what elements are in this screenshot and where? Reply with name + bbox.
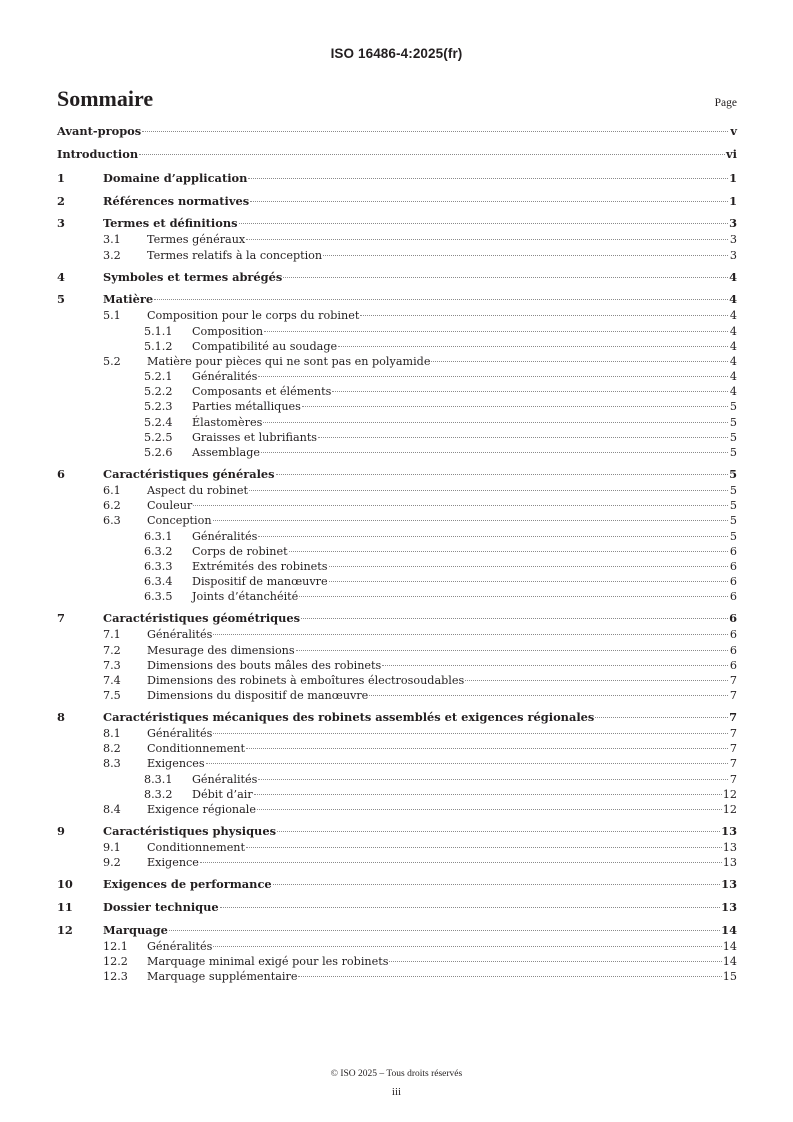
toc-entry[interactable] (57, 741, 737, 756)
toc-entry-number: 9 (57, 823, 65, 838)
toc-entry[interactable] (57, 399, 737, 414)
dot-leader (213, 520, 728, 521)
page-title: Sommaire (57, 86, 154, 111)
toc-entry-page: 14 (722, 954, 737, 968)
toc-entry-number: 8.4 (103, 803, 121, 816)
toc-entry-page: 1 (729, 193, 737, 208)
toc-entry-page: 5 (729, 499, 737, 513)
toc-entry-label: Généralités (147, 628, 213, 642)
toc-entry-label: Avant-propos (57, 124, 142, 138)
toc-entry-page: 6 (729, 643, 737, 657)
toc-entry-label: Généralités (192, 529, 258, 543)
toc-entry-page: 13 (721, 877, 737, 892)
toc-entry-label: Caractéristiques géométriques (103, 611, 301, 626)
dot-leader (220, 907, 720, 908)
toc-entry-number: 6.3.5 (144, 590, 173, 604)
toc-entry-label: Conception (147, 514, 212, 528)
toc-entry[interactable] (57, 445, 737, 460)
toc-entry-number: 4 (57, 269, 65, 284)
toc-entry-page: 6 (729, 628, 737, 642)
copyright-footer: © ISO 2025 – Tous droits réservés (330, 1069, 463, 1079)
toc-entry-page: 4 (729, 292, 737, 307)
dot-leader (154, 299, 728, 300)
toc-entry-label: Composants et éléments (192, 385, 332, 399)
toc-entry-page: 4 (729, 354, 737, 368)
toc-entry[interactable] (57, 969, 737, 984)
toc-entry-page: 7 (729, 772, 737, 786)
dot-leader (273, 884, 721, 885)
toc-entry[interactable] (57, 658, 737, 673)
toc-entry-page: 6 (729, 611, 737, 626)
toc-entry-number: 6.3 (103, 514, 121, 528)
toc-entry-label: Dimensions des bouts mâles des robinets (147, 658, 382, 672)
dot-leader (169, 930, 720, 931)
toc-entry-label: Matière (103, 292, 154, 307)
toc-entry-number: 12 (57, 922, 73, 937)
toc-entry-page: 7 (729, 710, 737, 725)
dot-leader (264, 331, 728, 332)
dot-leader (200, 862, 722, 863)
toc-entry-page: 3 (729, 233, 737, 247)
toc-entry-label: Exigences (147, 757, 205, 771)
toc-entry[interactable] (57, 513, 737, 528)
toc-entry-page: 13 (722, 840, 737, 854)
toc-entry-page: 5 (729, 415, 737, 429)
toc-entry[interactable] (57, 544, 737, 559)
dot-leader (246, 847, 722, 848)
dot-leader (595, 717, 728, 718)
toc-entry-number: 8 (57, 710, 65, 725)
toc-entry[interactable] (57, 559, 737, 574)
toc-entry-label: Caractéristiques mécaniques des robinets assemblés et exigences régionales (103, 710, 595, 725)
toc-entry-label: Extrémités des robinets (192, 559, 328, 573)
toc-entry[interactable] (57, 756, 737, 771)
toc-entry-page: 4 (729, 309, 737, 323)
toc-entry-number: 7.1 (103, 628, 121, 642)
toc-entry[interactable] (57, 673, 737, 688)
toc-entry-number: 7.2 (103, 643, 121, 657)
toc-entry[interactable] (57, 688, 737, 703)
dot-leader (263, 422, 728, 423)
toc-entry-label: Matière pour pièces qui ne sont pas en polyamide (147, 354, 431, 368)
toc-entry-label: Débit d’air (192, 787, 253, 801)
toc-entry[interactable] (57, 248, 737, 263)
toc-entry[interactable] (57, 369, 737, 384)
toc-entry-label: Dossier technique (103, 899, 219, 914)
dot-leader (299, 596, 728, 597)
toc-entry-number: 5.2.4 (144, 415, 173, 429)
toc-entry[interactable] (57, 324, 737, 339)
dot-leader (142, 131, 728, 132)
toc-entry-label: Corps de robinet (192, 544, 288, 558)
toc-entry-number: 5.1 (103, 309, 121, 323)
toc-entry-label: Généralités (192, 772, 258, 786)
toc-entry[interactable] (57, 292, 737, 308)
toc-entry[interactable] (57, 171, 737, 187)
toc-entry[interactable] (57, 824, 737, 840)
dot-leader (289, 551, 728, 552)
toc-entry[interactable] (57, 589, 737, 604)
toc-entry-label: Domaine d’application (103, 170, 248, 185)
toc-entry-number: 6.3.1 (144, 529, 173, 543)
toc-entry-label: Termes généraux (147, 233, 246, 247)
toc-entry-number: 6.2 (103, 499, 121, 513)
dot-leader (213, 634, 728, 635)
dot-leader (193, 505, 728, 506)
toc-entry[interactable] (57, 339, 737, 354)
toc-entry[interactable] (57, 483, 737, 498)
toc-entry-number: 12.1 (103, 939, 128, 953)
toc-entry-label: Introduction (57, 147, 139, 161)
toc-entry-number: 6.3.2 (144, 544, 173, 558)
toc-entry-label: Compatibilité au soudage (192, 339, 338, 353)
toc-entry-label: Composition (192, 324, 264, 338)
toc-entry-label: Exigence (147, 856, 199, 870)
toc-entry-label: Termes et définitions (103, 216, 238, 231)
toc-entry-label: Graisses et lubrifiants (192, 430, 318, 444)
toc-entry-page: 14 (722, 939, 737, 953)
dot-leader (276, 474, 728, 475)
toc-entry[interactable] (57, 354, 737, 369)
toc-entry-page: 6 (729, 658, 737, 672)
toc-entry-page: 4 (729, 269, 737, 284)
toc-entry-page: 4 (729, 370, 737, 384)
toc-entry[interactable] (57, 855, 737, 870)
toc-entry[interactable] (57, 802, 737, 817)
toc-entry-label: Caractéristiques physiques (103, 823, 276, 838)
toc-entry[interactable] (57, 529, 737, 544)
dot-leader (249, 490, 728, 491)
toc-entry-number: 6.1 (103, 484, 121, 498)
dot-leader (283, 277, 728, 278)
toc-entry[interactable] (57, 216, 737, 232)
dot-leader (246, 748, 728, 749)
toc-entry-number: 11 (57, 899, 73, 914)
toc-entry-number: 5.1.1 (144, 324, 173, 338)
toc-entry-page: 6 (729, 544, 737, 558)
toc-entry-number: 5.2.5 (144, 430, 173, 444)
dot-leader (338, 346, 728, 347)
toc-entry-page: 4 (729, 324, 737, 338)
document-id-header: ISO 16486-4:2025(fr) (330, 46, 463, 61)
toc-entry[interactable] (57, 900, 737, 916)
toc-entry[interactable] (57, 384, 737, 399)
title-row (57, 86, 737, 112)
toc-entry[interactable] (57, 498, 737, 513)
dot-leader (258, 536, 728, 537)
page-number: iii (391, 1086, 402, 1098)
toc-entry-label: Généralités (147, 939, 213, 953)
toc-entry-page: 4 (729, 339, 737, 353)
toc-entry[interactable] (57, 574, 737, 589)
toc-entry[interactable] (57, 147, 737, 164)
toc-entry[interactable] (57, 194, 737, 210)
dot-leader (332, 391, 728, 392)
toc-entry-page: 3 (729, 248, 737, 262)
dot-leader (431, 361, 728, 362)
toc-entry-number: 5.2.3 (144, 400, 173, 414)
toc-entry-page: 5 (729, 484, 737, 498)
dot-leader (213, 946, 721, 947)
toc-entry-label: Exigence régionale (147, 803, 257, 816)
toc-entry-label: Composition pour le corps du robinet (147, 309, 360, 323)
toc-entry-number: 5.2.1 (144, 370, 173, 384)
toc-entry-label: Aspect du robinet (147, 484, 248, 498)
toc-entry-number: 5 (57, 292, 65, 307)
toc-entry-page: 5 (729, 446, 737, 460)
dot-leader (382, 665, 728, 666)
dot-leader (250, 201, 728, 202)
toc-entry-number: 2 (57, 193, 65, 208)
toc-entry-number: 6 (57, 467, 65, 482)
toc-entry-page: 13 (721, 899, 737, 914)
toc-entry[interactable] (57, 270, 737, 286)
toc-entry-page: 7 (729, 742, 737, 756)
dot-leader (465, 680, 728, 681)
toc-entry-number: 12.2 (103, 954, 128, 968)
toc-entry-label: Conditionnement (147, 742, 246, 756)
toc-entry-page: 5 (729, 467, 737, 482)
toc-entry-number: 5.2 (103, 354, 121, 368)
toc-entry-page: 4 (729, 385, 737, 399)
dot-leader (261, 452, 728, 453)
toc-entry-number: 12.3 (103, 970, 128, 984)
toc-entry-page: 7 (729, 673, 737, 687)
toc-entry-number: 8.1 (103, 727, 121, 741)
toc-entry-number: 3.1 (103, 233, 121, 247)
dot-leader (296, 650, 728, 651)
toc-entry-label: Marquage (103, 922, 168, 937)
toc-entry[interactable] (57, 840, 737, 855)
toc-entry-label: Dimensions du dispositif de manœuvre (147, 689, 369, 703)
toc-entry[interactable] (57, 611, 737, 627)
dot-leader (258, 779, 728, 780)
toc-entry-label: Mesurage des dimensions (147, 643, 295, 657)
toc-entry[interactable] (57, 308, 737, 323)
toc-entry-page: 12 (722, 787, 737, 801)
toc-entry-label: Marquage supplémentaire (147, 970, 298, 984)
dot-leader (239, 223, 728, 224)
toc-entry-label: Assemblage (192, 446, 260, 460)
toc-entry-label: Généralités (147, 727, 213, 741)
toc-entry[interactable] (57, 877, 737, 893)
toc-entry[interactable] (57, 643, 737, 658)
toc-entry-page: 5 (729, 514, 737, 528)
toc-entry-page: 15 (722, 970, 737, 984)
toc-entry[interactable] (57, 772, 737, 787)
toc-entry-number: 1 (57, 170, 65, 185)
toc-entry[interactable] (57, 415, 737, 430)
dot-leader (323, 255, 728, 256)
toc-entry-number: 7.5 (103, 689, 121, 703)
toc-entry-page: 3 (729, 216, 737, 231)
dot-leader (248, 178, 728, 179)
toc-entry-number: 9.2 (103, 856, 121, 870)
toc-entry-page: 7 (729, 757, 737, 771)
toc-entry-number: 3.2 (103, 248, 121, 262)
toc-entry-label: Généralités (192, 370, 258, 384)
toc-entry[interactable] (57, 939, 737, 954)
toc-entry-number: 8.3.1 (144, 772, 173, 786)
toc-entry-number: 10 (57, 877, 73, 892)
dot-leader (329, 581, 728, 582)
toc-entry[interactable] (57, 726, 737, 741)
toc-entry[interactable] (57, 710, 737, 726)
toc-entry-page: v (730, 124, 737, 138)
toc-entry-number: 8.2 (103, 742, 121, 756)
toc-entry-page: 5 (729, 430, 737, 444)
toc-entry-page: 7 (729, 689, 737, 703)
toc-entry[interactable] (57, 954, 737, 969)
toc-entry-label: Références normatives (103, 193, 250, 208)
dot-leader (389, 961, 721, 962)
toc-entry[interactable] (57, 124, 737, 141)
toc-entry-label: Parties métalliques (192, 400, 301, 414)
toc-entry-label: Marquage minimal exigé pour les robinets (147, 954, 389, 968)
toc-entry-number: 5.1.2 (144, 339, 173, 353)
dot-leader (206, 763, 728, 764)
toc-entry-page: 13 (721, 823, 737, 838)
dot-leader (329, 566, 728, 567)
toc-entry-page: 7 (729, 727, 737, 741)
toc-entry-label: Termes relatifs à la conception (147, 248, 323, 262)
toc-entry-label: Symboles et termes abrégés (103, 269, 283, 284)
toc-entry-page: vi (726, 147, 737, 161)
dot-leader (302, 406, 728, 407)
toc-entry[interactable] (57, 232, 737, 247)
toc-entry-page: 6 (729, 575, 737, 589)
dot-leader (257, 809, 722, 810)
toc-entry-number: 7.4 (103, 673, 121, 687)
dot-leader (301, 618, 728, 619)
toc-entry[interactable] (57, 787, 737, 802)
toc-entry-page: 6 (729, 590, 737, 604)
toc-entry-page: 14 (721, 922, 737, 937)
toc-entry-number: 6.3.4 (144, 575, 173, 589)
toc-entry-number: 5.2.2 (144, 385, 173, 399)
toc-entry-number: 5.2.6 (144, 446, 173, 460)
toc-entry-number: 8.3.2 (144, 787, 173, 801)
toc-entry-number: 7.3 (103, 658, 121, 672)
toc-entry[interactable] (57, 430, 737, 445)
dot-leader (246, 239, 728, 240)
dot-leader (318, 437, 728, 438)
toc-entry-label: Conditionnement (147, 840, 246, 854)
page-column-label: Page (714, 97, 737, 109)
toc-entry-label: Joints d’étanchéité (192, 590, 299, 604)
toc-entry-page: 5 (729, 400, 737, 414)
dot-leader (213, 733, 728, 734)
toc-entry[interactable] (57, 467, 737, 483)
toc-entry-label: Exigences de performance (103, 877, 272, 892)
toc-entry[interactable] (57, 627, 737, 642)
toc-entry-number: 6.3.3 (144, 559, 173, 573)
dot-leader (139, 154, 725, 155)
toc-entry-label: Dispositif de manœuvre (192, 575, 328, 589)
toc-entry-label: Élastomères (192, 415, 263, 429)
table-of-contents (57, 124, 737, 984)
toc-entry-label: Couleur (147, 499, 193, 513)
toc-entry[interactable] (57, 923, 737, 939)
toc-entry-number: 8.3 (103, 757, 121, 771)
toc-entry-page: 12 (722, 803, 737, 816)
toc-entry-label: Caractéristiques générales (103, 467, 275, 482)
toc-entry-page: 6 (729, 559, 737, 573)
dot-leader (369, 695, 728, 696)
toc-entry-page: 5 (729, 529, 737, 543)
dot-leader (277, 831, 720, 832)
toc-entry-label: Dimensions des robinets à emboîtures électrosoudables (147, 673, 465, 687)
dot-leader (360, 315, 728, 316)
toc-entry-page: 13 (722, 856, 737, 870)
dot-leader (298, 976, 721, 977)
dot-leader (258, 376, 728, 377)
toc-entry-number: 3 (57, 216, 65, 231)
toc-entry-page: 1 (729, 170, 737, 185)
toc-entry-number: 7 (57, 611, 65, 626)
dot-leader (254, 794, 722, 795)
toc-entry-number: 9.1 (103, 840, 121, 854)
